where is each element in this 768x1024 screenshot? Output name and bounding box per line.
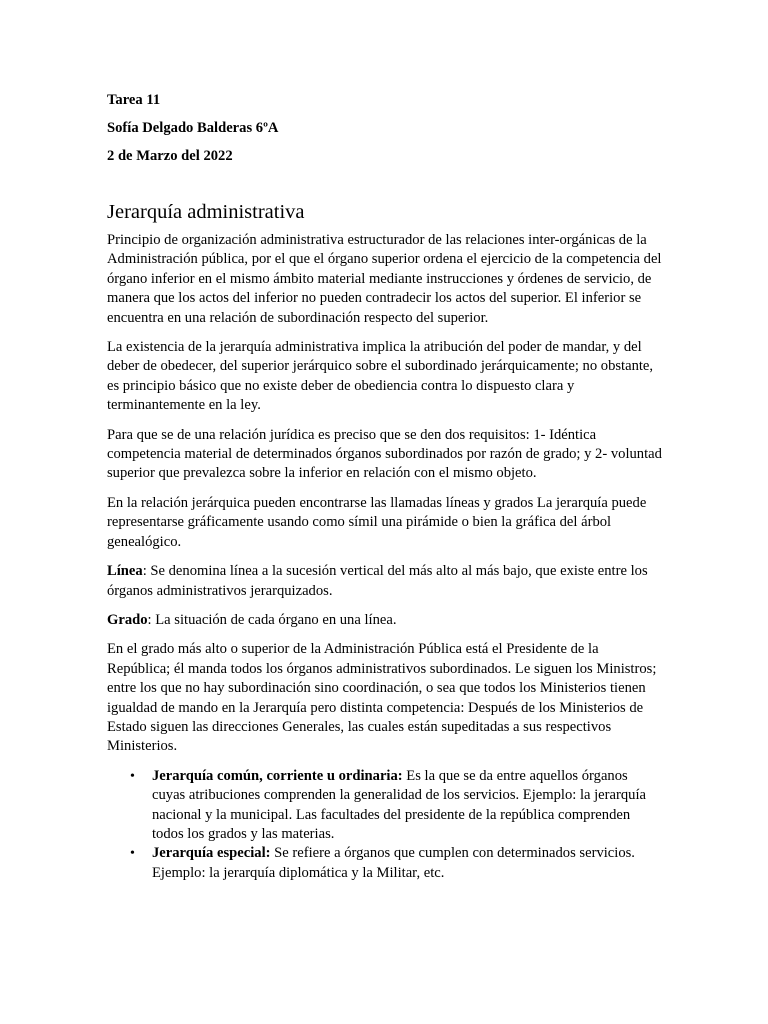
definition-grado (107, 611, 663, 630)
paragraph-requisitos: Para que se de una relación jurídica es preciso que se den dos requisitos: 1- Idéntica competencia material de determinados órganos subordinados por razón de grado; y 2- voluntad superior que prevalezca sobre la inferior en relación con el mismo objeto. (107, 426, 662, 482)
paragraph-principio: Principio de organización administrativa estructurador de las relaciones inter-orgánicas de la Administración pública, por el que el órgano superior ordena el ejercicio de la competencia del órgano inferior en el mismo ámbito material mediante instrucciones y órdenes de servicio, de manera que los actos del inferior no pueden contradecir los actos del superior. El inferior se encuentra en una relación de subordinación respecto del superior. (107, 232, 662, 326)
task-label: Tarea 11 (107, 92, 161, 108)
definition-linea-text: : Se denomina línea a la sucesión vertical del más alto al más bajo, que existe entre los órganos administrativos jerarquizados. (107, 563, 648, 599)
definition-grado-term: Grado (107, 611, 148, 628)
document-date: 2 de Marzo del 2022 (107, 148, 233, 164)
bullet-list (107, 767, 663, 883)
document-title: Jerarquía administrativa (107, 201, 305, 223)
definition-grado-text: : La situación de cada órgano en una línea. (147, 611, 397, 628)
paragraph-grado-superior: En el grado más alto o superior de la Administración Pública está el Presidente de la República; él manda todos los órganos administrativos subordinados. Le siguen los Ministros; entre los que no hay subordinación sino coordinación, o sea que todos los Ministerios tienen igualdad de mando en la Jerarquía pero distinta competencia: Después de los Ministerios de Estado siguen las direcciones Generales, las cuales están supeditadas a sus respectivos Ministerios. (107, 641, 657, 755)
bullet-text: Se refiere a órganos que cumplen con determinados servicios. Ejemplo: la jerarquía diplomática y la Militar, etc. (152, 845, 635, 881)
bullet-icon: • (130, 768, 135, 784)
document-page (107, 91, 663, 883)
bullet-term: Jerarquía especial: (152, 845, 271, 862)
definition-linea-term: Línea (107, 563, 143, 580)
list-item (130, 767, 663, 845)
list-item (130, 844, 663, 883)
definition-linea (107, 562, 663, 601)
paragraph-lineas-grados: En la relación jerárquica pueden encontrarse las llamadas líneas y grados La jerarquía puede representarse gráficamente usando como símil una pirámide o bien la gráfica del árbol genealógico. (107, 494, 647, 550)
author-name: Sofía Delgado Balderas 6ºA (107, 120, 279, 136)
bullet-icon: • (130, 846, 135, 862)
bullet-text: Es la que se da entre aquellos órganos cuyas atribuciones comprenden la generalidad de los servicios. Ejemplo: la jerarquía nacional y la municipal. Las facultades del presidente de la república comprenden todos los grados y las materias. (152, 767, 646, 842)
paragraph-existencia: La existencia de la jerarquía administrativa implica la atribución del poder de mandar, y del deber de obedecer, del superior jerárquico sobre el subordinado jerárquicamente; no obstante, es principio básico que no existe deber de obediencia contra lo dispuesto clara y terminantemente en la ley. (107, 339, 654, 414)
bullet-term: Jerarquía común, corriente u ordinaria: (152, 767, 403, 784)
